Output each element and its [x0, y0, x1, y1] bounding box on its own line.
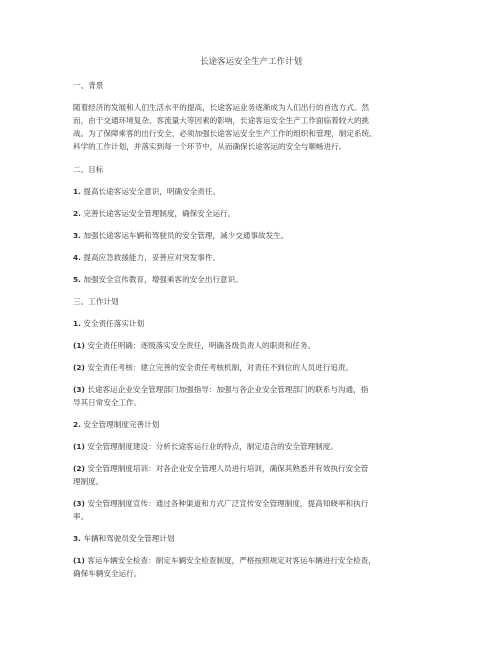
- section-heading-plan: 三、工作计划: [73, 297, 119, 306]
- subsection-number: 2.: [73, 420, 81, 429]
- plan-item-number: (1): [73, 556, 85, 565]
- plan-item-text: 客运车辆安全检查：制定车辆安全检查制度，严格按照规定对客运车辆进行安全检查，: [87, 556, 376, 565]
- paragraph-line: 战。为了保障乘客的出行安全，必须加强长途客运安全生产工作的组织和管理，制定系统、: [73, 129, 377, 138]
- goal-number: 1.: [73, 187, 81, 196]
- subsection-title-text: 安全责任落实计划: [83, 319, 145, 328]
- goal-number: 5.: [73, 275, 81, 284]
- subsection-title: [73, 317, 443, 330]
- plan-item-text: 安全管理制度建设：分析长途客运行业的特点，制定适合的安全管理制度。: [87, 442, 338, 451]
- goal-item: [73, 251, 443, 264]
- paragraph-line: 科学的工作计划，并落实到每一个环节中，从而确保长途客运的安全与顺畅进行。: [73, 142, 347, 151]
- section-heading-background: 一、背景: [73, 81, 104, 90]
- plan-item-text: 安全管理制度培训：对各企业安全管理人员进行培训，确保其熟悉并有效执行安全管: [87, 464, 369, 473]
- goal-item: [73, 185, 443, 198]
- plan-item-text: 安全管理制度宣传：通过各种渠道和方式广泛宣传安全管理制度，提高知晓率和执行: [87, 499, 369, 508]
- plan-item: [73, 383, 443, 396]
- goal-text: 完善长途客运安全管理制度，确保安全运行。: [83, 209, 236, 218]
- subsection-title-text: 安全管理制度完善计划: [83, 420, 160, 429]
- subsection-title: [73, 418, 443, 431]
- plan-item-text: 长途客运企业安全管理部门加强指导：加强与各企业安全管理部门的联系与沟通，指: [87, 385, 369, 394]
- subsection-title: [73, 532, 443, 545]
- plan-item-number: (3): [73, 499, 85, 508]
- goal-text: 加强长途客运车辆和驾驶员的安全管理，减少交通事故发生。: [83, 231, 289, 240]
- plan-item-number: (1): [73, 341, 85, 350]
- goal-item: [73, 229, 443, 242]
- goal-text: 提高应急救援能力，妥善应对突发事件。: [83, 253, 221, 262]
- subsection-title-text: 车辆和驾驶员安全管理计划: [83, 534, 175, 543]
- plan-item-number: (3): [73, 385, 85, 394]
- plan-item: [73, 497, 443, 510]
- goal-item: [73, 207, 443, 220]
- plan-item-text: 安全责任明确：逐级落实安全责任，明确各级负责人的职责和任务。: [87, 341, 316, 350]
- section-heading-goals: 二、目标: [73, 165, 104, 174]
- plan-item-number: (2): [73, 363, 85, 372]
- subsection-number: 1.: [73, 319, 81, 328]
- plan-item-number: (1): [73, 442, 85, 451]
- plan-item-continuation: 导其日常安全工作。: [73, 398, 142, 407]
- document-title: 长途客运安全生产工作计划: [199, 57, 302, 67]
- plan-item-continuation: 理制度。: [73, 477, 104, 486]
- plan-item-text: 安全责任考核：建立完善的安全责任考核机制，对责任不到位的人员进行追责。: [87, 363, 354, 372]
- paragraph-line: 随着经济的发展和人们生活水平的提高，长途客运业务逐渐成为人们出行的首选方式。然: [73, 103, 370, 112]
- plan-item: [73, 440, 443, 453]
- plan-item-continuation: 确保车辆安全运行。: [73, 569, 142, 578]
- goal-text: 加强安全宣传教育，增强乘客的安全出行意识。: [83, 275, 243, 284]
- plan-item: [73, 462, 443, 475]
- plan-item: [73, 339, 443, 352]
- goal-number: 2.: [73, 209, 81, 218]
- goal-item: [73, 273, 443, 286]
- subsection-number: 3.: [73, 534, 81, 543]
- plan-item-number: (2): [73, 464, 85, 473]
- goal-number: 3.: [73, 231, 81, 240]
- paragraph-line: 而，由于交通环境复杂、客流量大等因素的影响，长途客运安全生产工作面临着较大的挑: [73, 116, 370, 125]
- goal-text: 提高长途客运安全意识，明确安全责任。: [83, 187, 221, 196]
- goal-number: 4.: [73, 253, 81, 262]
- plan-item: [73, 554, 443, 567]
- plan-item-continuation: 率。: [73, 512, 89, 521]
- plan-item: [73, 361, 443, 374]
